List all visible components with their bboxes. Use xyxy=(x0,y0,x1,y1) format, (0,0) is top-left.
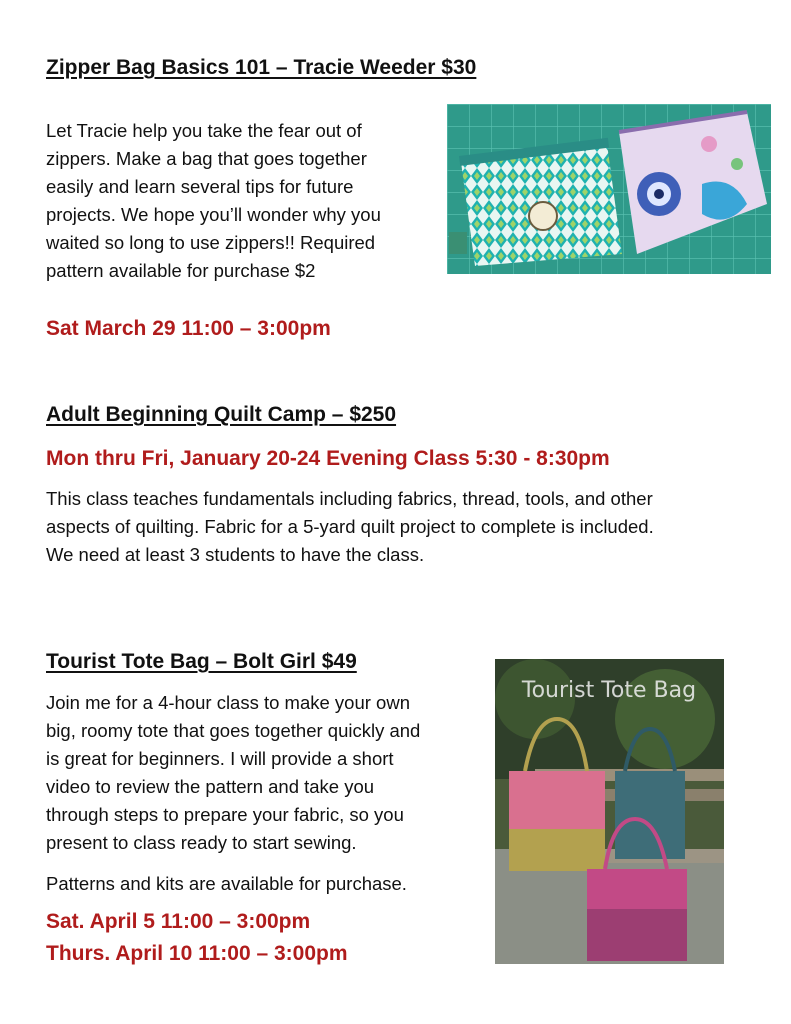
tourist-tote-description xyxy=(46,689,420,857)
desc-line: projects. We hope you’ll wonder why you xyxy=(46,204,381,225)
desc-line: aspects of quilting. Fabric for a 5-yard quilt project to complete is included. xyxy=(46,516,654,537)
quilt-camp-description xyxy=(46,485,654,569)
desc-line: pattern available for purchase $2 xyxy=(46,260,316,281)
quilt-camp-title: Adult Beginning Quilt Camp – $250 xyxy=(46,403,397,426)
desc-line: easily and learn several tips for future xyxy=(46,176,354,197)
zipper-bag-schedule: Sat March 29 11:00 – 3:00pm xyxy=(46,317,331,340)
desc-line: is great for beginners. I will provide a short xyxy=(46,748,394,769)
tourist-tote-schedule-2: Thurs. April 10 11:00 – 3:00pm xyxy=(46,942,348,965)
desc-line: video to review the pattern and take you xyxy=(46,776,375,797)
desc-line: present to class ready to start sewing. xyxy=(46,832,357,853)
desc-line: big, roomy tote that goes together quickly and xyxy=(46,720,421,741)
desc-line: waited so long to use zippers!! Required xyxy=(46,232,376,253)
tourist-tote-photo xyxy=(495,659,724,964)
desc-line: Let Tracie help you take the fear out of xyxy=(46,120,362,141)
quilt-camp-schedule: Mon thru Fri, January 20-24 Evening Class 5:30 - 8:30pm xyxy=(46,447,610,470)
tourist-tote-schedule-1: Sat. April 5 11:00 – 3:00pm xyxy=(46,910,311,933)
zipper-pouches-photo xyxy=(447,104,771,274)
zipper-bag-description xyxy=(46,117,381,285)
desc-line: Join me for a 4-hour class to make your own xyxy=(46,692,410,713)
tourist-tote-note: Patterns and kits are available for purchase. xyxy=(46,873,407,894)
tourist-tote-title: Tourist Tote Bag – Bolt Girl $49 xyxy=(46,650,357,673)
desc-line: through steps to prepare your fabric, so you xyxy=(46,804,404,825)
desc-line: This class teaches fundamentals including fabrics, thread, tools, and other xyxy=(46,488,653,509)
tourist-tote-photo-caption: Tourist Tote Bag xyxy=(521,678,697,703)
desc-line: We need at least 3 students to have the class. xyxy=(46,544,425,565)
zipper-bag-title: Zipper Bag Basics 101 – Tracie Weeder $30 xyxy=(46,56,477,79)
desc-line: zippers. Make a bag that goes together xyxy=(46,148,367,169)
